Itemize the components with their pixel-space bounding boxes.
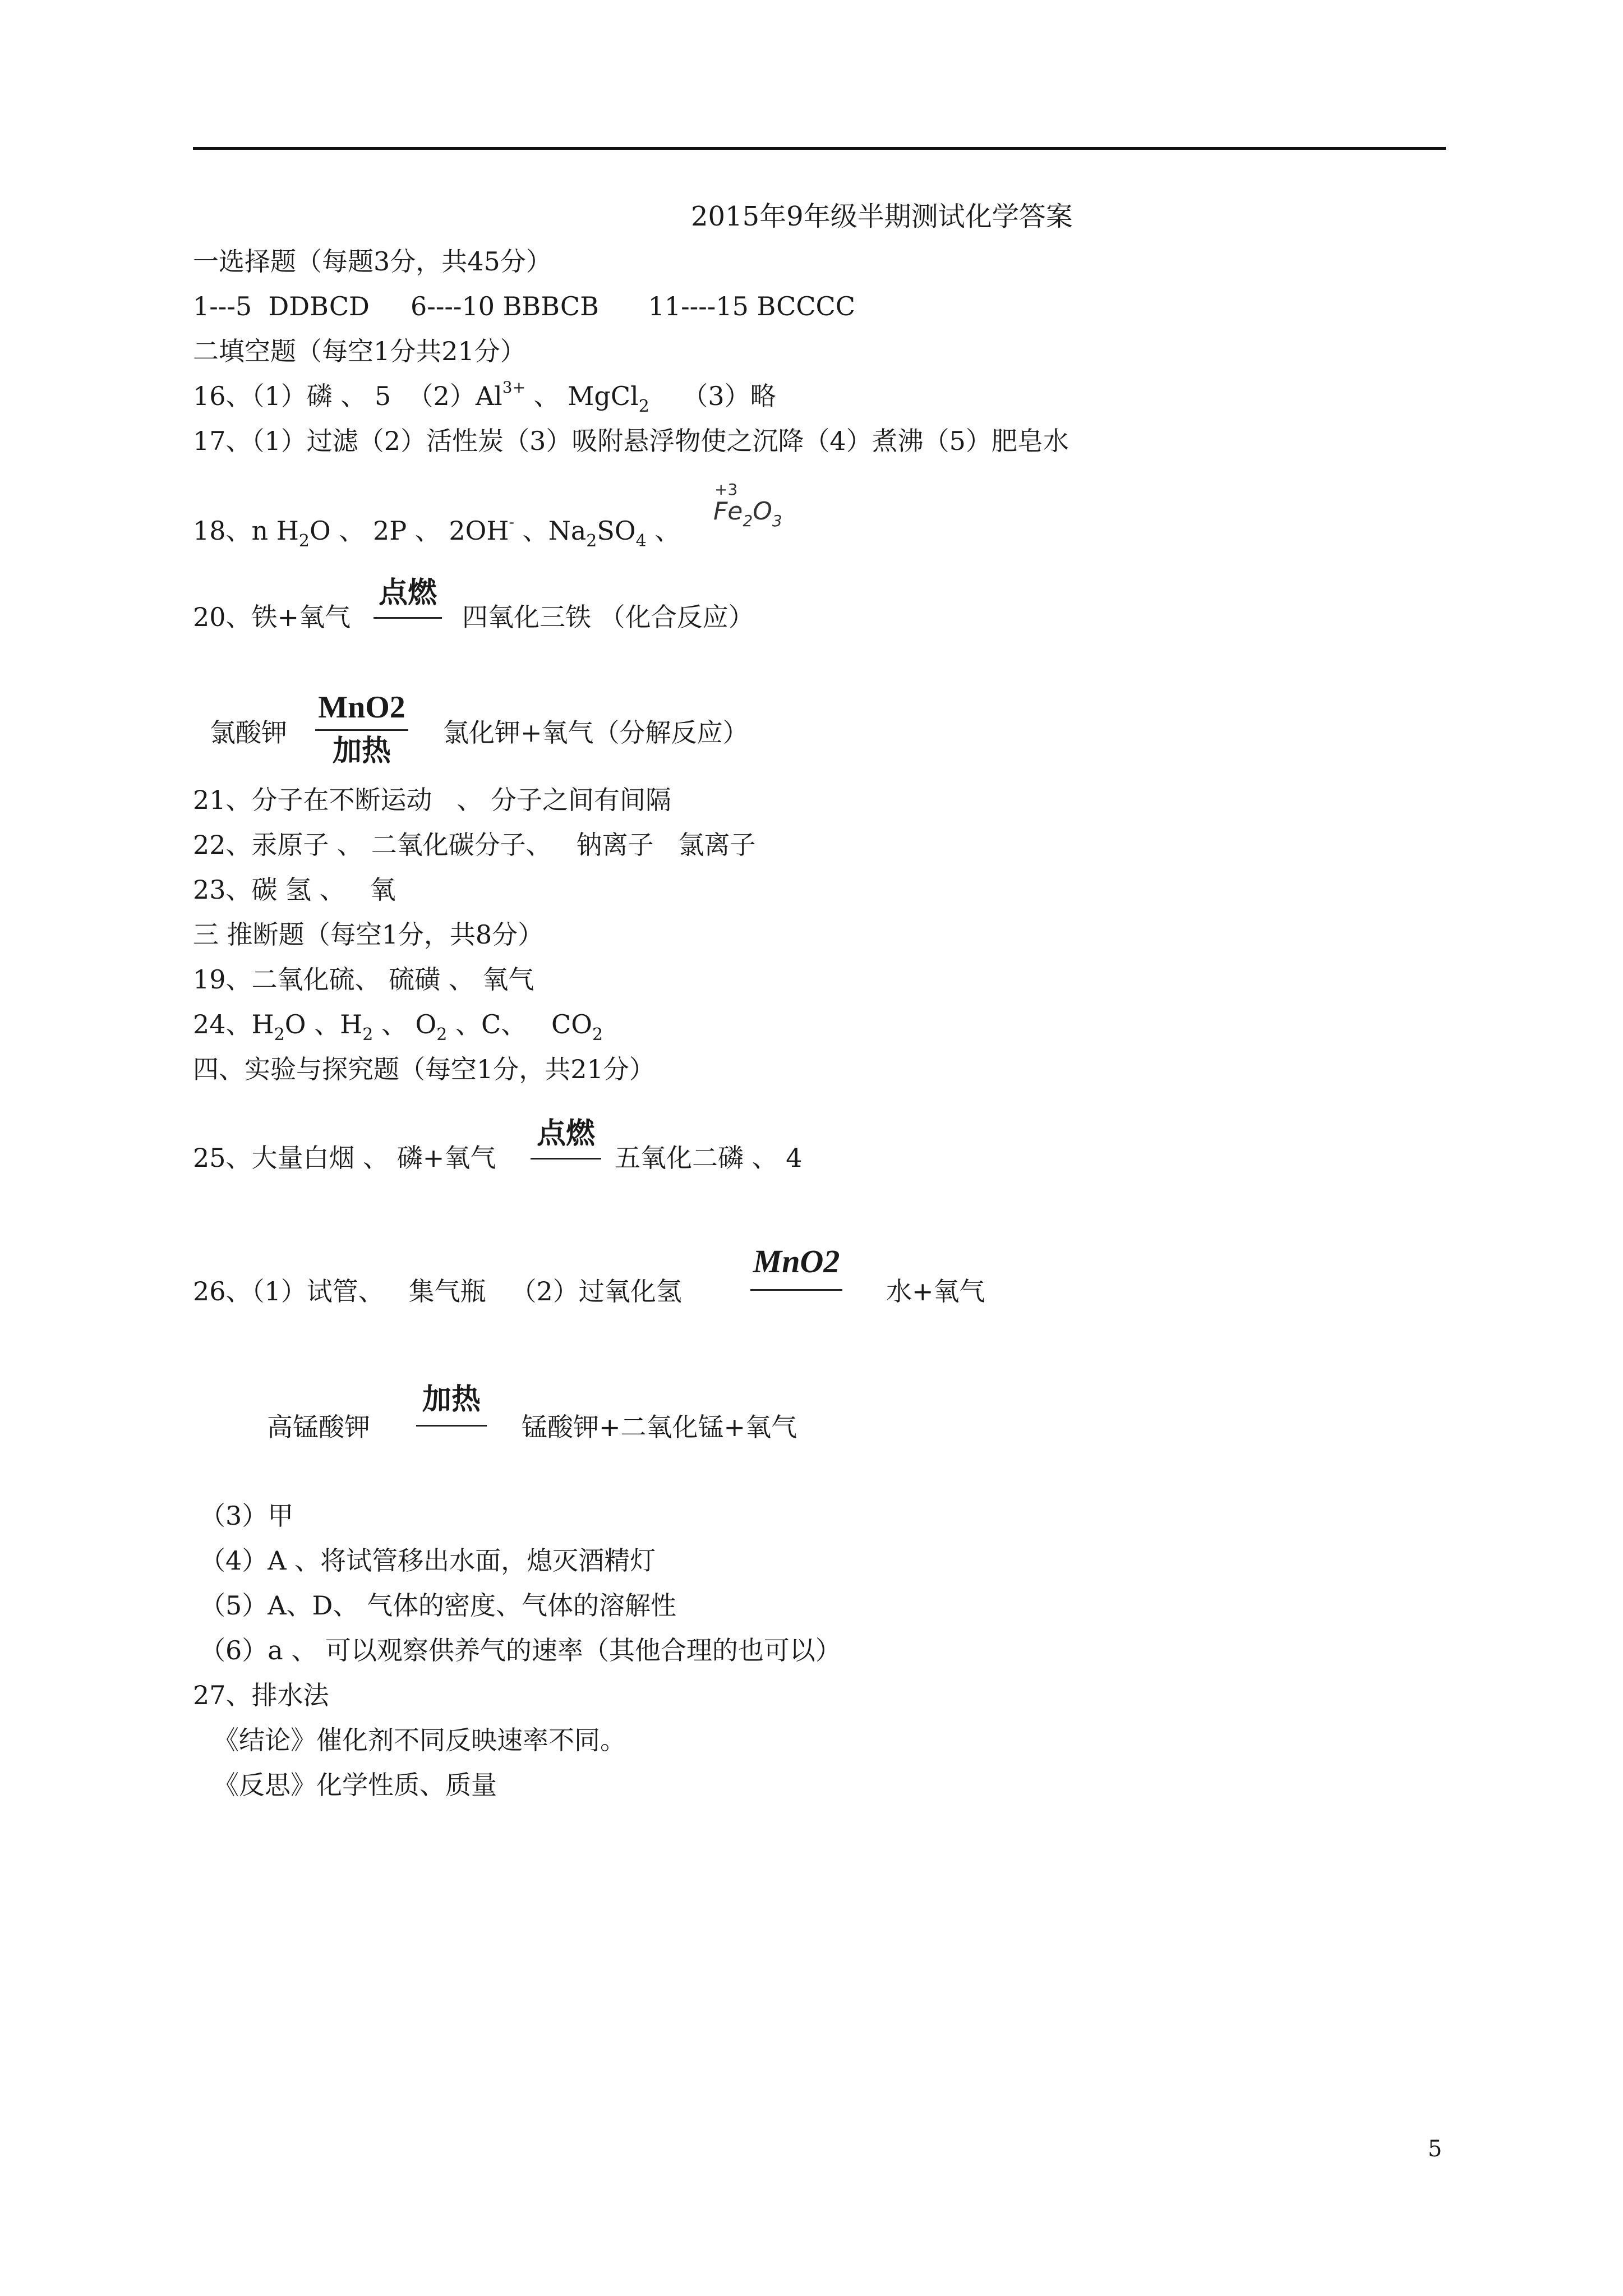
q24-answer: 24、$H_2O$ 、$H_2$ 、 $O_2$ 、C、 $CO_2$ xyxy=(193,1009,603,1045)
section2-heading: 二填空题（每空1分共21分） xyxy=(193,336,526,366)
q25-condition: 点燃 xyxy=(536,1117,595,1151)
q22-answer: 22、汞原子 、 二氧化碳分子、 钠离子 氯离子 xyxy=(193,830,756,860)
q20b-condition-bottom: 加热 xyxy=(332,734,391,768)
q20b-condition-top: MnO2 xyxy=(318,690,405,725)
q26b-result: 锰酸钾+二氧化锰+氧气 xyxy=(522,1412,797,1442)
section1-heading: 一选择题（每题3分，共45分） xyxy=(193,246,552,277)
q26-6-answer: （6）a 、 可以观察供养气的速率（其他合理的也可以） xyxy=(200,1635,841,1665)
q20b-reaction-bar xyxy=(315,729,408,731)
q26-4-answer: （4）A 、将试管移出水面，熄灭酒精灯 xyxy=(200,1545,656,1576)
q26-3-answer: （3）甲 xyxy=(200,1501,294,1531)
q26-result: 水+氧气 xyxy=(886,1276,985,1306)
q25-reaction-bar xyxy=(531,1158,601,1159)
q17-answer: 17、（1）过滤（2）活性炭（3）吸附悬浮物使之沉降（4）煮沸（5）肥皂水 xyxy=(193,426,1069,456)
section1-answers: 1---5 DDBCD 6----10 BBBCB 11----15 BCCCC xyxy=(193,291,855,321)
q25-lead: 25、大量白烟 、 磷+氧气 xyxy=(193,1143,496,1173)
q26-5-answer: （5）A、D、 气体的密度、气体的溶解性 xyxy=(200,1590,676,1621)
q20-lead: 20、铁+氧气 xyxy=(193,602,351,632)
q20b-lead: 氯酸钾 xyxy=(210,717,287,748)
q26b-lead: 高锰酸钾 xyxy=(267,1412,370,1442)
q25-result: 五氧化二磷 、 4 xyxy=(615,1143,803,1173)
reflection-text: 《反思》化学性质、质量 xyxy=(213,1770,497,1800)
page-number: 5 xyxy=(1428,2136,1442,2162)
q20-reaction-bar xyxy=(374,617,442,619)
q26b-condition: 加热 xyxy=(422,1383,481,1416)
q26-condition: MnO2 xyxy=(753,1243,840,1280)
fe2o3-formula: +3 $Fe_2O_3$ xyxy=(713,480,782,530)
section3-heading: 三 推断题（每空1分，共8分） xyxy=(193,919,544,950)
q20-condition: 点燃 xyxy=(378,576,437,610)
page-title: 2015年9年级半期测试化学答案 xyxy=(691,201,1073,232)
q19-answer: 19、二氧化硫、 硫磺 、 氧气 xyxy=(193,964,534,995)
q20b-result: 氯化钾+氧气（分解反应） xyxy=(443,717,749,748)
q20-result: 四氧化三铁 （化合反应） xyxy=(462,602,754,632)
q21-answer: 21、分子在不断运动 、 分子之间有间隔 xyxy=(193,785,672,815)
top-rule xyxy=(193,147,1446,150)
section4-heading: 四、实验与探究题（每空1分，共21分） xyxy=(193,1054,655,1084)
q26-reaction-bar xyxy=(750,1289,842,1291)
conclusion-text: 《结论》催化剂不同反映速率不同。 xyxy=(213,1725,626,1755)
q23-answer: 23、碳 氢 、 氧 xyxy=(193,875,396,905)
q18-answer: 18、n $H_2O$ 、 2P 、 2OH- 、$Na_2SO_4$ 、 xyxy=(193,513,681,551)
q26b-reaction-bar xyxy=(416,1425,487,1427)
q26-lead: 26、（1）试管、 集气瓶 （2）过氧化氢 xyxy=(193,1276,682,1306)
q27-answer: 27、排水法 xyxy=(193,1680,329,1710)
q16-answer: 16、（1）磷 、 5 $(2)Al^{3+}$ 、 MgCl$_2$ （3）略 xyxy=(193,378,776,416)
